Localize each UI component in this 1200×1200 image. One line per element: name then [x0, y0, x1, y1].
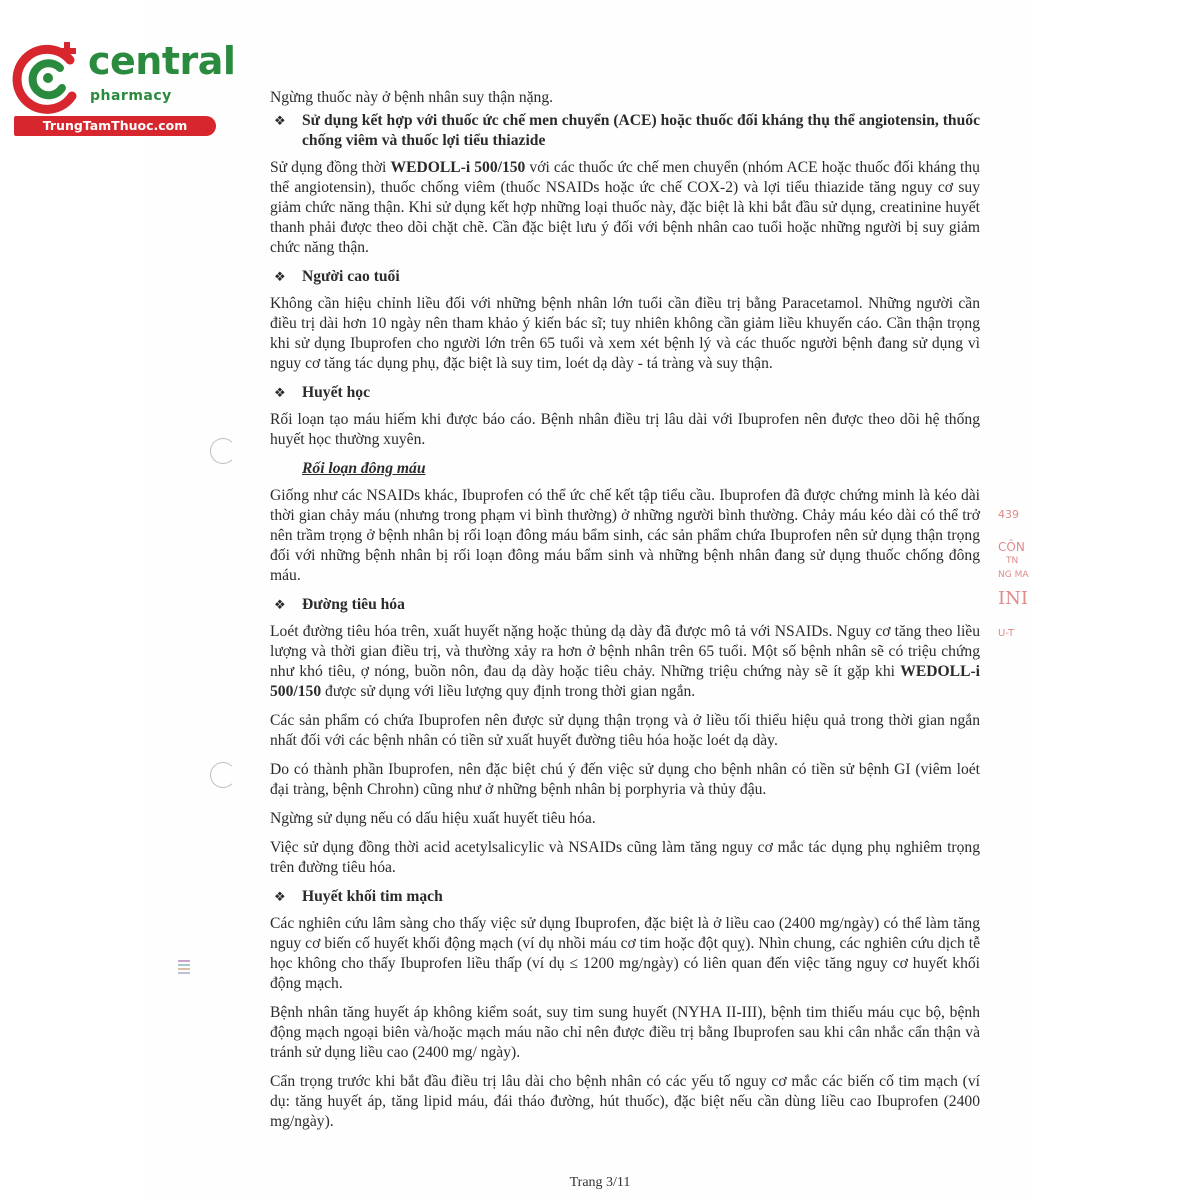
stamp-text: NG MA — [998, 570, 1029, 580]
paragraph: Cẩn trọng trước khi bắt đầu điều trị lâu dài cho bệnh nhân có các yếu tố nguy cơ mắc các biến cố tim mạch (ví dụ: tăng huyết áp, tăng lipid máu, đái tháo đường, hút thuốc), đặc biệt nếu cần dùng liều cao Ibuprofen (2400 mg/ngày). — [270, 1073, 980, 1130]
section-heading-text: Người cao tuổi — [302, 268, 400, 285]
section-heading — [274, 267, 980, 287]
section-heading — [274, 595, 980, 615]
scan-artifact — [178, 960, 190, 962]
paragraph: Ngừng sử dụng nếu có dấu hiệu xuất huyết tiêu hóa. — [270, 810, 596, 827]
paragraph: Do có thành phần Ibuprofen, nên đặc biệt chú ý đến việc sử dụng cho bệnh nhân có tiền sử bệnh GI (viêm loét đại tràng, bệnh Chrohn) cũng như ở những bệnh nhân bị porphyria và thủy đậu. — [270, 761, 980, 798]
product-name: WEDOLL-i 500/150 — [390, 159, 526, 176]
central-pharmacy-logo[interactable] — [8, 38, 236, 138]
section-heading-text: Đường tiêu hóa — [302, 596, 405, 613]
section-heading — [274, 887, 980, 907]
paragraph-text: được sử dụng với liều lượng quy định trong thời gian ngắn. — [321, 683, 696, 700]
stamp-text: INI — [998, 588, 1028, 609]
paragraph-text: Sử dụng đồng thời — [270, 159, 391, 176]
stamp-text: 439 — [998, 508, 1019, 521]
paragraph: Việc sử dụng đồng thời acid acetylsalicylic và NSAIDs cũng làm tăng nguy cơ mắc tác dụng phụ nghiêm trọng trên đường tiêu hóa. — [270, 839, 980, 876]
paragraph: Rối loạn tạo máu hiếm khi được báo cáo. Bệnh nhân điều trị lâu dài với Ibuprofen nên được theo dõi hệ thống huyết học thường xuyên. — [270, 411, 980, 448]
section-heading — [274, 111, 980, 151]
bullet-icon: ❖ — [274, 269, 286, 284]
section-heading-text: Huyết khối tim mạch — [302, 888, 443, 905]
paragraph: Bệnh nhân tăng huyết áp không kiểm soát, suy tim sung huyết (NYHA II-III), bệnh tim thiếu máu cục bộ, bệnh động mạch ngoại biên và/hoặc mạch máu não chỉ nên được điều trị bằng Ibuprofen sau khi cân nhắc cẩn thận và tránh sử dụng liều cao (2400 mg/ ngày). — [270, 1004, 980, 1061]
bullet-icon: ❖ — [274, 889, 286, 904]
paragraph: Các sản phẩm có chứa Ibuprofen nên được sử dụng thận trọng và ở liều tối thiểu hiệu quả trong thời gian ngắn nhất đối với các bệnh nhân có tiền sử xuất huyết đường tiêu hóa hoặc loét dạ dày. — [270, 712, 980, 749]
paragraph: Ngừng thuốc này ở bệnh nhân suy thận nặng. — [270, 89, 554, 106]
paragraph: Không cần hiệu chỉnh liều đối với những bệnh nhân lớn tuổi cần điều trị bằng Paracetamol. Những người cần điều trị dài hơn 10 ngày nên tham khảo ý kiến bác sĩ; tuy nhiên không cần giảm liều khuyến cáo. Cần thận trọng khi sử dụng Ibuprofen cho người lớn trên 65 tuổi và xem xét bệnh lý và các thuốc người bệnh đang sử dụng vì nguy cơ tăng tác dụng phụ, đặc biệt là suy tim, loét dạ dày - tá tràng và suy thận. — [270, 295, 980, 372]
pharmacy-logo-icon — [8, 38, 88, 118]
subsection-heading: Rối loạn đông máu — [302, 460, 426, 477]
scan-artifact — [178, 968, 190, 970]
paragraph-text: Loét đường tiêu hóa trên, xuất huyết nặng hoặc thủng dạ dày đã được mô tả với NSAIDs. Nguy cơ tăng theo liều lượng và thời gian điều trị, và thường xảy ra hơn ở bệnh nhân trên 65 tuổi. Một số bệnh nhân sẽ có triệu chứng như khó tiêu, ợ nóng, buồn nôn, đau dạ dày hoặc tiêu chảy. Những triệu chứng này sẽ ít gặp khi — [270, 623, 980, 680]
page-number: Trang 3/11 — [569, 1175, 631, 1190]
stamp-text: CÔN — [998, 540, 1025, 554]
paragraph — [270, 158, 980, 258]
paragraph — [270, 622, 980, 702]
paragraph-text: với các thuốc ức chế men chuyển (nhóm ACE hoặc thuốc đối kháng thụ thể angiotensin), thuốc chống viêm (thuốc NSAIDs hoặc ức chế COX-2) và lợi tiểu thiazide tăng nguy cơ suy giảm chức năng thận. Khi sử dụng kết hợp những loại thuốc này, đặc biệt là khi bắt đầu sử dụng, creatinine huyết thanh phải được theo dõi chặt chẽ. Cần đặc biệt lưu ý đối với bệnh nhân cao tuổi hoặc những người bị suy giảm chức năng thận. — [270, 159, 980, 256]
bullet-icon: ❖ — [274, 597, 286, 612]
bullet-icon: ❖ — [274, 385, 286, 400]
punch-hole-mark — [210, 438, 236, 464]
section-heading-text: Sử dụng kết hợp với thuốc ức chế men chuyển (ACE) hoặc thuốc đối kháng thụ thể angiotensin, thuốc chống viêm và thuốc lợi tiểu thiazide — [302, 112, 980, 149]
logo-site-banner: TrungTamThuoc.com — [14, 116, 216, 136]
stamp-text: TN — [1006, 556, 1019, 566]
section-heading — [274, 383, 980, 403]
paragraph: Giống như các NSAIDs khác, Ibuprofen có thể ức chế kết tập tiểu cầu. Ibuprofen đã được chứng minh là kéo dài thời gian chảy máu (nhưng trong phạm vi bình thường) ở những người bình thường. Chảy máu kéo dài có thể trở nên trầm trọng ở bệnh nhân bị rối loạn đông máu bẩm sinh, các sản phẩm chứa Ibuprofen nên sử dụng thận trọng đối với những bệnh nhân bị rối loạn đông máu bẩm sinh và những bệnh nhân đang sử dụng thuốc chống đông máu. — [270, 487, 980, 584]
scan-artifact — [178, 972, 190, 974]
product-name: WEDOLL-i 500/150 — [270, 663, 980, 700]
red-stamp-fragment — [990, 490, 1050, 660]
paragraph: Các nghiên cứu lâm sàng cho thấy việc sử dụng Ibuprofen, đặc biệt là ở liều cao (2400 mg/ngày) có thể làm tăng nguy cơ biến cố huyết khối động mạch (ví dụ nhồi máu cơ tim hoặc đột quỵ). Nhìn chung, các nghiên cứu dịch tễ học không cho thấy Ibuprofen liều thấp (ví dụ ≤ 1200 mg/ngày) có liên quan đến việc tăng nguy cơ huyết khối động mạch. — [270, 915, 980, 992]
section-heading-text: Huyết học — [302, 384, 371, 401]
bullet-icon: ❖ — [274, 113, 286, 128]
logo-sub-text: pharmacy — [90, 88, 172, 104]
logo-brand-text: central — [88, 39, 236, 83]
stamp-text: U-T — [998, 628, 1015, 639]
punch-hole-mark — [210, 762, 236, 788]
document-body — [270, 88, 980, 1141]
scan-artifact — [178, 964, 190, 966]
